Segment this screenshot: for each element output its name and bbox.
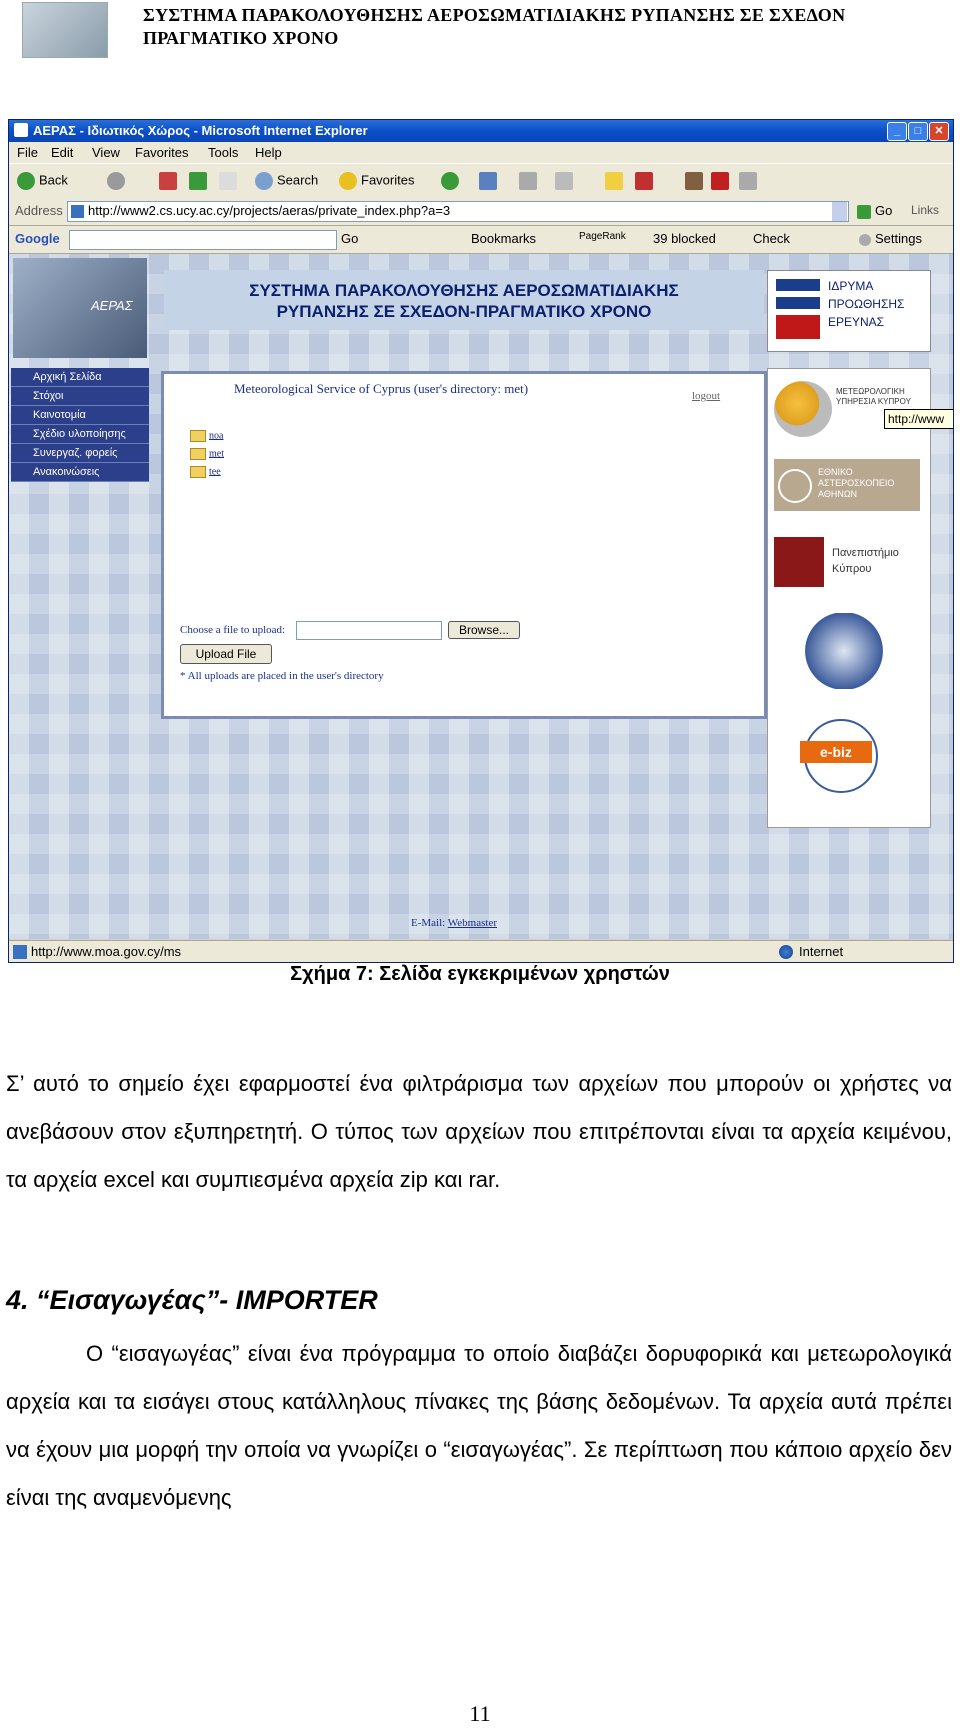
refresh-button[interactable]: [189, 172, 211, 190]
nav-item-plan[interactable]: Σχέδιο υλοποίησης: [11, 425, 149, 444]
nav-item-home[interactable]: Αρχική Σελίδα: [11, 368, 149, 387]
document-header-line2: ΠΡΑΓΜΑΤΙΚΟ ΧΡΟΝΟ: [143, 28, 339, 48]
webmaster-link[interactable]: Webmaster: [447, 917, 497, 929]
page-icon: [13, 945, 27, 959]
menu-view[interactable]: View: [92, 145, 120, 160]
browse-button[interactable]: Browse...: [448, 621, 520, 639]
history-icon: [441, 172, 459, 190]
paragraph-importer: [6, 1330, 952, 1522]
menu-help[interactable]: Help: [255, 145, 282, 160]
partner-observatory[interactable]: [774, 459, 920, 511]
internet-globe-icon: [779, 945, 793, 959]
address-label: Address: [15, 203, 63, 218]
menu-bar: [9, 142, 953, 163]
site-logo-text: ΑΕΡΑΣ: [91, 298, 133, 313]
standard-toolbar: [9, 163, 953, 199]
user-directory-panel: [161, 371, 767, 719]
ebiz-label: e-biz: [800, 741, 872, 763]
go-icon: [857, 205, 871, 219]
browser-title: ΑΕΡΑΣ - Ιδιωτικός Χώρος - Microsoft Internet Explorer: [33, 123, 368, 138]
menu-edit[interactable]: Edit: [51, 145, 74, 160]
ipe-line1: ΙΔΡΥΜΑ: [828, 279, 874, 293]
upload-label: Choose a file to upload:: [180, 624, 286, 636]
search-button[interactable]: [255, 172, 318, 190]
search-icon: [255, 172, 273, 190]
footer-email: [411, 917, 497, 929]
print-icon: [519, 172, 537, 190]
bookmarks-button[interactable]: Bookmarks: [471, 231, 537, 246]
email-label: E-Mail:: [411, 917, 446, 929]
stop-button[interactable]: [159, 172, 181, 190]
document-header-title: [143, 4, 943, 50]
messenger-icon: [635, 172, 653, 190]
figure-caption: Σχήμα 7: Σελίδα εγκεκριμένων χρηστών: [290, 963, 670, 985]
address-value: http://www2.cs.ucy.ac.cy/projects/aeras/private_index.php?a=3: [88, 203, 451, 218]
spellcheck-button[interactable]: Check: [753, 231, 790, 246]
address-dropdown-arrow[interactable]: [832, 202, 847, 221]
folder-item-met[interactable]: [190, 448, 224, 460]
settings-label: Settings: [875, 231, 922, 246]
maximize-button[interactable]: □: [908, 122, 928, 141]
document-logo: [22, 2, 108, 58]
pagerank-indicator: PageRank: [579, 231, 626, 242]
folder-label: tee: [209, 466, 221, 478]
partner-observatory-label: ΕΘΝΙΚΟ ΑΣΤΕΡΟΣΚΟΠΕΙΟ ΑΘΗΝΩΝ: [818, 467, 895, 499]
link-tooltip: http://www: [884, 409, 954, 429]
site-banner: [164, 270, 764, 330]
university-line2: Κύπρου: [832, 563, 872, 575]
history-button[interactable]: [441, 172, 463, 190]
file-path-input[interactable]: [296, 621, 442, 640]
nav-item-innovation[interactable]: Καινοτομία: [11, 406, 149, 425]
minimize-button[interactable]: _: [887, 122, 907, 141]
close-button[interactable]: ✕: [929, 122, 949, 141]
folder-icon: [190, 448, 206, 460]
print-button[interactable]: [519, 172, 541, 190]
sun-cloud-icon: [774, 381, 832, 437]
document-header-line1: ΣΥΣΤΗΜΑ ΠΑΡΑΚΟΛΟΥΘΗΣΗΣ ΑΕΡΟΣΩΜΑΤΙΔΙΑΚΗΣ ΡΥΠΑΝΣΗΣ ΣΕ ΣΧΕΔΟΝ: [143, 5, 846, 25]
folder-label: met: [209, 448, 224, 460]
mail-button[interactable]: [479, 172, 501, 190]
partners-column: [767, 368, 931, 828]
site-banner-line1: ΣΥΣΤΗΜΑ ΠΑΡΑΚΟΛΟΥΘΗΣΗΣ ΑΕΡΟΣΩΜΑΤΙΔΙΑΚΗΣ: [249, 281, 679, 300]
address-bar: [9, 198, 953, 226]
home-icon: [219, 172, 237, 190]
panel-title: Meteorological Service of Cyprus (user's directory: met): [234, 381, 529, 396]
notes-button[interactable]: [605, 172, 627, 190]
folder-item-tee[interactable]: [190, 466, 221, 478]
ipe-line2: ΠΡΟΩΘΗΣΗΣ: [828, 297, 905, 311]
research-button[interactable]: [685, 172, 707, 190]
upload-note: * All uploads are placed in the user's directory: [180, 670, 384, 682]
stop-icon: [159, 172, 177, 190]
google-go-button[interactable]: Go: [341, 231, 359, 246]
back-button[interactable]: [17, 172, 68, 190]
paragraph-upload-filter: [6, 1060, 952, 1204]
settings-button[interactable]: [859, 231, 922, 246]
discuss-button[interactable]: [711, 172, 733, 190]
page-icon: [71, 205, 84, 218]
discuss-icon: [711, 172, 729, 190]
google-search-input[interactable]: [69, 230, 337, 250]
status-url: http://www.moa.gov.cy/ms: [31, 944, 182, 959]
ipe-logo[interactable]: [767, 270, 931, 352]
logout-link[interactable]: logout: [692, 390, 721, 402]
nav-item-announcements[interactable]: Ανακοινώσεις: [11, 463, 149, 482]
edit-button[interactable]: [555, 172, 577, 190]
status-zone: Internet: [799, 944, 844, 959]
refresh-icon: [189, 172, 207, 190]
favorites-button[interactable]: [339, 172, 414, 190]
edit-icon: [555, 172, 573, 190]
forward-arrow-icon: [107, 172, 125, 190]
go-button[interactable]: [857, 203, 892, 219]
links-label[interactable]: Links: [911, 203, 940, 217]
page-content: [9, 254, 953, 939]
browser-titlebar: [9, 120, 953, 142]
ipe-mark-icon: [776, 279, 820, 339]
google-brand: Google: [15, 231, 60, 246]
folder-icon: [190, 466, 206, 478]
home-button[interactable]: [219, 172, 241, 190]
partner-met-label: ΜΕΤΕΩΡΟΛΟΓΙΚΗ ΥΠΗΡΕΣΙΑ ΚΥΠΡΟΥ: [836, 387, 911, 406]
folder-label: noa: [209, 430, 224, 442]
partner-tee[interactable]: [774, 609, 920, 693]
popup-blocker-button[interactable]: 39 blocked: [653, 231, 716, 246]
folder-item-noa[interactable]: [190, 430, 223, 442]
page-number: 11: [469, 1701, 491, 1726]
google-toolbar: [9, 226, 953, 254]
back-label: Back: [39, 172, 68, 188]
telescope-icon: [778, 469, 812, 503]
upload-file-button[interactable]: Upload File: [180, 644, 272, 664]
paragraph-2-text: Ο “εισαγωγέας” είναι ένα πρόγραμμα το οποίο διαβάζει δορυφορικά και μετεωρολογικά αρχεία και τα εισάγει στους κατάλληλους πίνακες της βάσης δεδομένων. Τα αρχεία αυτά πρέπει να έχουν μια μορφή την οποία να γνωρίζει ο “εισαγωγέας”. Σε περίπτωση που κάποιο αρχείο δεν είναι της αναμενόμενης: [6, 1341, 952, 1510]
star-icon: [339, 172, 357, 190]
tee-logo-icon: [804, 613, 884, 689]
site-logo[interactable]: [13, 258, 147, 358]
menu-file[interactable]: File: [17, 145, 38, 160]
extra-button[interactable]: [739, 172, 761, 190]
gear-icon: [859, 234, 871, 246]
site-nav: [11, 368, 149, 482]
address-field[interactable]: [67, 201, 849, 222]
search-label: Search: [277, 172, 319, 188]
partner-university[interactable]: [774, 535, 920, 591]
partner-university-label: [832, 545, 899, 577]
messenger-button[interactable]: [635, 172, 657, 190]
ie-icon: [14, 123, 28, 137]
research-icon: [685, 172, 703, 190]
section-heading: 4. “Εισαγωγέας”- IMPORTER: [6, 1285, 378, 1315]
menu-tools[interactable]: Tools: [208, 145, 239, 160]
status-bar: [9, 940, 953, 963]
partner-ebiz[interactable]: [774, 715, 920, 795]
university-crest-icon: [774, 537, 824, 587]
back-arrow-icon: [17, 172, 35, 190]
paragraph-1-text: Σ’ αυτό το σημείο έχει εφαρμοστεί ένα φιλτράρισμα των αρχείων που μπορούν οι χρήστες να ανεβάσουν στον εξυπηρετητή. Ο τύπος των αρχείων που επιτρέπονται είναι τα αρχεία κειμένου, τα αρχεία excel και συμπιεσμένα αρχεία zip και rar.: [6, 1071, 952, 1192]
folder-icon: [190, 430, 206, 442]
university-line1: Πανεπιστήμιο: [832, 547, 899, 559]
browser-window: [8, 119, 954, 963]
extra-icon: [739, 172, 757, 190]
nav-item-goals[interactable]: Στόχοι: [11, 387, 149, 406]
favorites-label: Favorites: [361, 172, 415, 188]
forward-button[interactable]: [107, 172, 129, 190]
mail-icon: [479, 172, 497, 190]
site-banner-line2: ΡΥΠΑΝΣΗΣ ΣΕ ΣΧΕΔΟΝ-ΠΡΑΓΜΑΤΙΚΟ ΧΡΟΝΟ: [276, 302, 652, 321]
go-label: Go: [875, 203, 893, 218]
nav-item-partners[interactable]: Συνεργαζ. φορείς: [11, 444, 149, 463]
note-icon: [605, 172, 623, 190]
menu-favorites[interactable]: Favorites: [135, 145, 189, 160]
ipe-line3: ΕΡΕΥΝΑΣ: [828, 315, 885, 329]
